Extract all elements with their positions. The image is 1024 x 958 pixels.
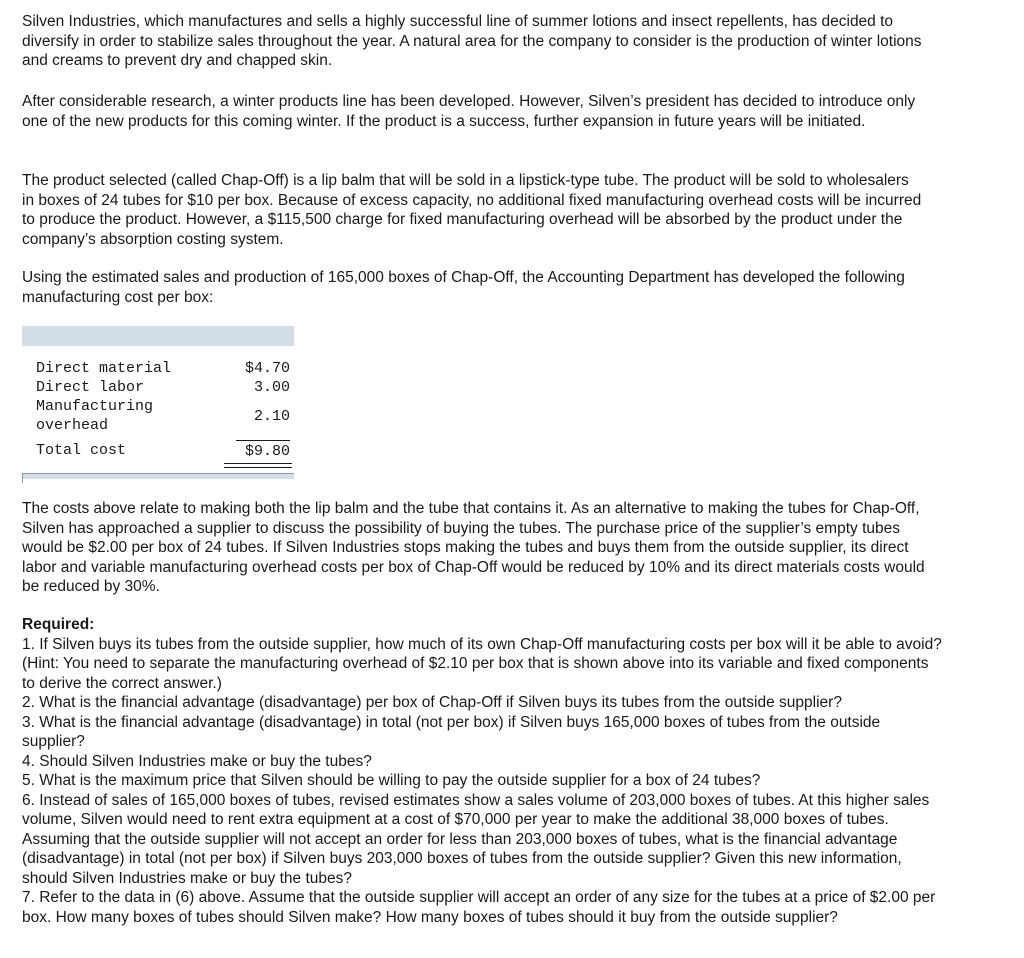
total-double-underline <box>224 463 292 468</box>
table-row <box>22 359 294 378</box>
question-5: 5. What is the maximum price that Silven should be willing to pay the outside supplier for a box of 24 tubes? <box>22 772 761 789</box>
table-header-bar <box>22 326 294 346</box>
cost-table <box>22 326 294 461</box>
question-list <box>22 635 942 928</box>
product-paragraph: The product selected (called Chap-Off) is a lip balm that will be sold in a lipstick-type tube. The product will be sold to wholesalers in boxes of 24 tubes for $10 per box. Because of excess capacity, no additional fixed manufacturing overhead costs will be incurred to produce the product. However, a $115,500 charge for fixed manufacturing overhead will be absorbed by the product under the company’s absorption costing system. <box>22 172 922 248</box>
row-label-direct-material: Direct material <box>36 360 172 377</box>
table-row <box>22 378 294 397</box>
question-1: 1. If Silven buys its tubes from the outside supplier, how much of its own Chap-Off manufacturing costs per box will it be able to avoid? (Hint: You need to separate the manufacturing overhead of $2.10 per box that is shown above into its variable and fixed components to derive the correct answer.) <box>22 635 942 692</box>
row-value-total-cost: $9.80 <box>236 440 290 461</box>
intro-paragraph: Silven Industries, which manufactures and sells a highly successful line of summer lotions and insect repellents, has decided to diversify in order to stabilize sales throughout the year. A natural area for the company to consider is the production of winter lotions and creams to prevent dry and chapped skin. <box>22 13 922 69</box>
row-label-direct-labor: Direct labor <box>36 379 145 396</box>
table-footer-tick <box>22 473 23 483</box>
row-label-manufacturing-overhead: Manufacturing overhead <box>36 398 154 434</box>
question-3: 3. What is the financial advantage (disadvantage) in total (not per box) if Silven buys 165,000 boxes of tubes from the outside supplier? <box>22 713 881 750</box>
table-row-total <box>22 440 294 461</box>
required-heading: Required: <box>22 616 95 633</box>
table-footer-bar <box>22 473 294 479</box>
alternative-paragraph: The costs above relate to making both the lip balm and the tube that contains it. As an alternative to making the tubes for Chap-Off, Silven has approached a supplier to discuss the possibility of buying the tubes. The purchase price of the supplier’s empty tubes would be $2.00 per box of 24 tubes. If Silven Industries stops making the tubes and buys them from the outside supplier, its direct labor and variable manufacturing overhead costs per box of Chap-Off would be reduced by 10% and its direct materials costs would be reduced by 30%. <box>22 500 925 595</box>
cost-intro-paragraph: Using the estimated sales and production of 165,000 boxes of Chap-Off, the Accounting Department has developed the following manufacturing cost per box: <box>22 269 905 306</box>
row-value-direct-material: $4.70 <box>244 360 290 377</box>
question-4: 4. Should Silven Industries make or buy the tubes? <box>22 752 372 770</box>
question-7: 7. Refer to the data in (6) above. Assume that the outside supplier will accept an order of any size for the tubes at a price of $2.00 per box. How many boxes of tubes should Silven make? How many boxes of tubes should it buy from the outside supplier? <box>22 889 936 926</box>
question-6: 6. Instead of sales of 165,000 boxes of tubes, revised estimates show a sales volume of 203,000 boxes of tubes. At this higher sales volume, Silven would need to rent extra equipment at a cost of $70,000 per year to make the additional 38,000 boxes of tubes. Assuming that the outside supplier will not accept an order for less than 203,000 boxes of tubes, what is the financial advantage (disadvantage) in total (not per box) if Silven buys 203,000 boxes of tubes from the outside supplier? Given this new information, should Silven Industries make or buy the tubes? <box>22 791 930 887</box>
question-2: 2. What is the financial advantage (disadvantage) per box of Chap-Off if Silven buys its tubes from the outside supplier? <box>22 694 842 711</box>
required-section <box>22 615 942 927</box>
row-label-total-cost: Total cost <box>36 442 127 459</box>
research-paragraph: After considerable research, a winter products line has been developed. However, Silven’s president has decided to introduce only one of the new products for this coming winter. If the product is a success, further expansion in future years will be initiated. <box>22 93 916 130</box>
row-value-manufacturing-overhead: 2.10 <box>253 407 290 425</box>
cost-table-rows <box>22 346 294 461</box>
row-value-direct-labor: 3.00 <box>253 379 290 396</box>
table-row <box>22 397 294 435</box>
